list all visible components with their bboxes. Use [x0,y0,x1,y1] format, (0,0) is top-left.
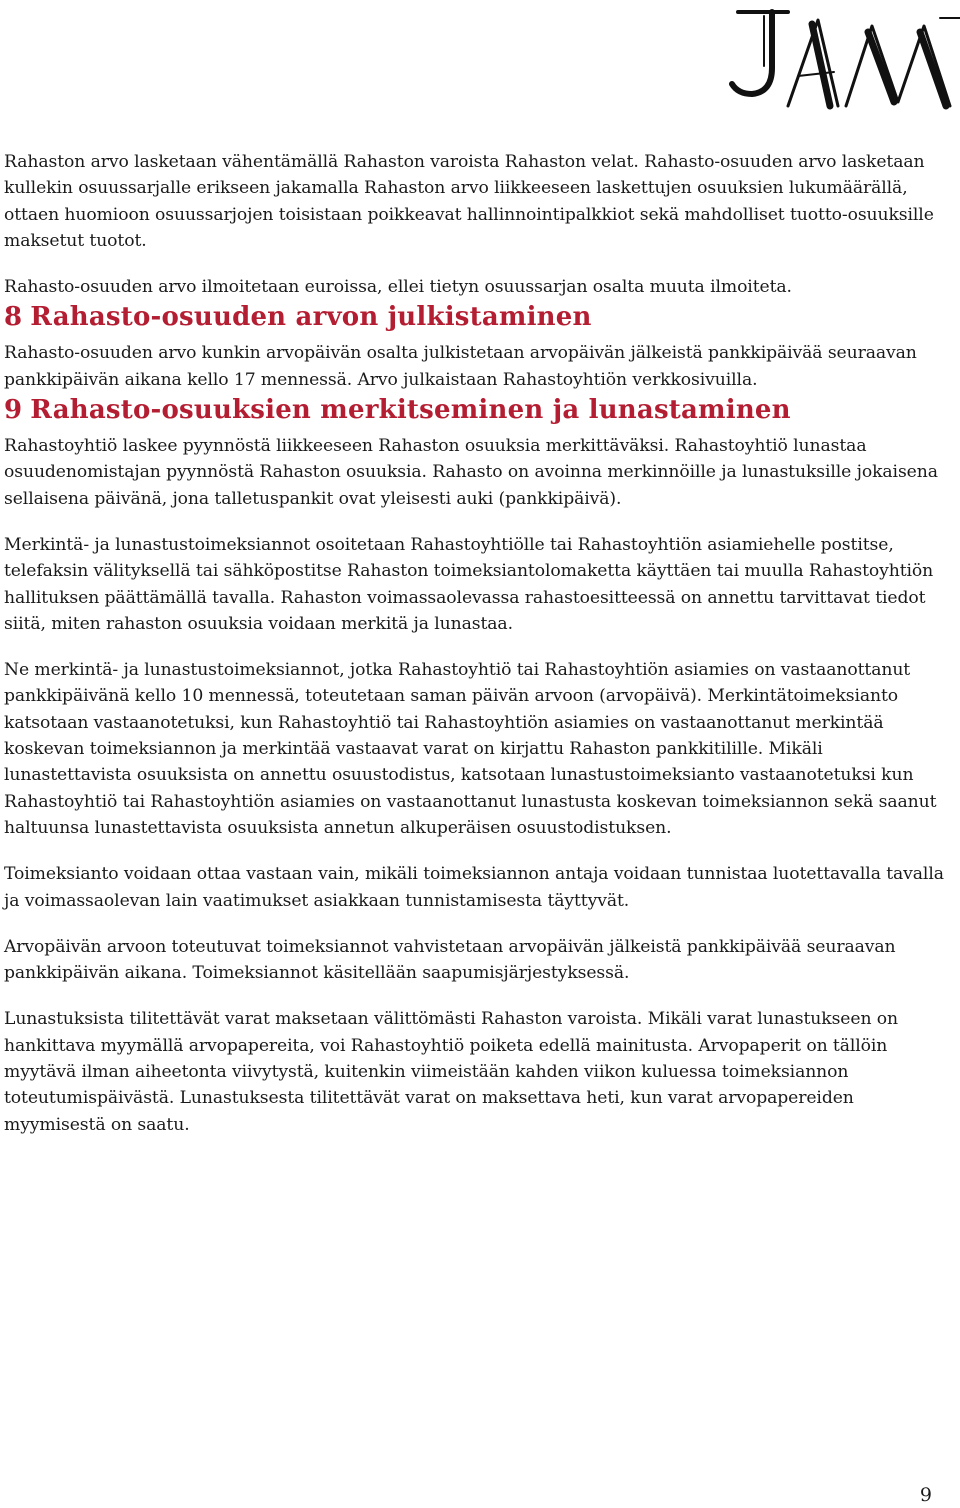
company-logo [728,6,960,114]
section-9-paragraph-6: Lunastuksista tilitettävät varat maksetaan välittömästi Rahaston varoista. Mikäli varat lunastukseen on hankittava myymällä arvopapereita, voi Rahastoyhtiö poiketa edellä mainitusta. Arvopaperit on tällöin myytävä ilman aiheetonta viivytystä, kuitenkin viimeistään kahden viikon kuluessa toimeksiannon toteutumispäivästä. Lunastuksesta tilitettävät varat on maksettava heti, kun varat arvopapereiden myymisestä on saatu. [4,1009,898,1135]
paragraph-fund-value: Rahaston arvo lasketaan vähentämällä Rahaston varoista Rahaston velat. Rahasto-osuuden arvo lasketaan kullekin osuussarjalle erikseen jakamalla Rahaston arvo liikkeeseen laskettujen osuuksien lukumäärällä, ottaen huomioon osuussarjojen toisistaan poikkeavat hallinnointipalkkiot sekä mahdolliset tuotto-osuuksille maksetut tuotot. [4,152,934,251]
section-9-paragraph-3: Ne merkintä- ja lunastustoimeksiannot, jotka Rahastoyhtiö tai Rahastoyhtiön asiamies on vastaanottanut pankkipäivänä kello 10 mennessä, toteutetaan saman päivän arvoon (arvopäivä). Merkintätoimeksianto katsotaan vastaanotetuksi, kun Rahastoyhtiö tai Rahastoyhtiön asiamies on vastaanottanut merkintää koskevan toimeksiannon ja merkintää vastaavat varat on kirjattu Rahaston pankkitilille. Mikäli lunastettavista osuuksista on annettu osuustodistus, katsotaan lunastustoimeksianto vastaanotetuksi kun Rahastoyhtiö tai Rahastoyhtiön asiamies on vastaanottanut lunastusta koskevan toimeksiannon sekä saanut haltuunsa lunastettavista osuuksista annetun alkuperäisen osuustodistuksen. [4,660,937,838]
section-9-heading [4,393,954,427]
section-9-number: 9 [4,395,23,426]
section-8-heading [4,300,954,334]
section-9-paragraph-5: Arvopäivän arvoon toteutuvat toimeksiannot vahvistetaan arvopäivän jälkeistä pankkipäivää seuraavan pankkipäivän aikana. Toimeksiannot käsitellään saapumisjärjestyksessä. [4,936,896,984]
section-8-number: 8 [4,302,23,333]
section-8-paragraph: Rahasto-osuuden arvo kunkin arvopäivän osalta julkistetaan arvopäivän jälkeistä pankkipäivää seuraavan pankkipäivän aikana kello 17 mennessä. Arvo julkaistaan Rahastoyhtiön verkkosivuilla. [4,343,917,390]
section-9-title: Rahasto-osuuksien merkitseminen ja lunastaminen [30,395,791,426]
section-9-paragraph-2: Merkintä- ja lunastustoimeksiannot osoitetaan Rahastoyhtiölle tai Rahastoyhtiön asiamiehelle postitse, telefaksin välityksellä tai sähköpostitse Rahaston toimeksiantolomaketta käyttäen tai muulla Rahastoyhtiön hallituksen päättämällä tavalla. Rahaston voimassaolevassa rahastoesitteessä on annettu tarvittavat tiedot siitä, miten rahaston osuuksia voidaan merkitä ja lunastaa. [4,534,934,634]
page-number: 9 [919,1484,932,1506]
section-8-title: Rahasto-osuuden arvon julkistaminen [30,302,592,333]
paragraph-currency: Rahasto-osuuden arvo ilmoitetaan euroissa, ellei tietyn osuussarjan osalta muuta ilmoiteta. [4,277,792,298]
section-9-paragraph-4: Toimeksianto voidaan ottaa vastaan vain, mikäli toimeksiannon antaja voidaan tunnistaa luotettavalla tavalla ja voimassaolevan lain vaatimukset asiakkaan tunnistamisesta täyttyvät. [4,864,944,911]
section-9-paragraph-1: Rahastoyhtiö laskee pyynnöstä liikkeeseen Rahaston osuuksia merkittäväksi. Rahastoyhtiö lunastaa osuudenomistajan pyynnöstä Rahaston osuuksia. Rahasto on avoinna merkinnöille ja lunastuksille jokaisena sellaisena päivänä, jona talletuspankit ovat yleisesti auki (pankkipäivä). [4,436,938,509]
document-body [4,149,954,1138]
